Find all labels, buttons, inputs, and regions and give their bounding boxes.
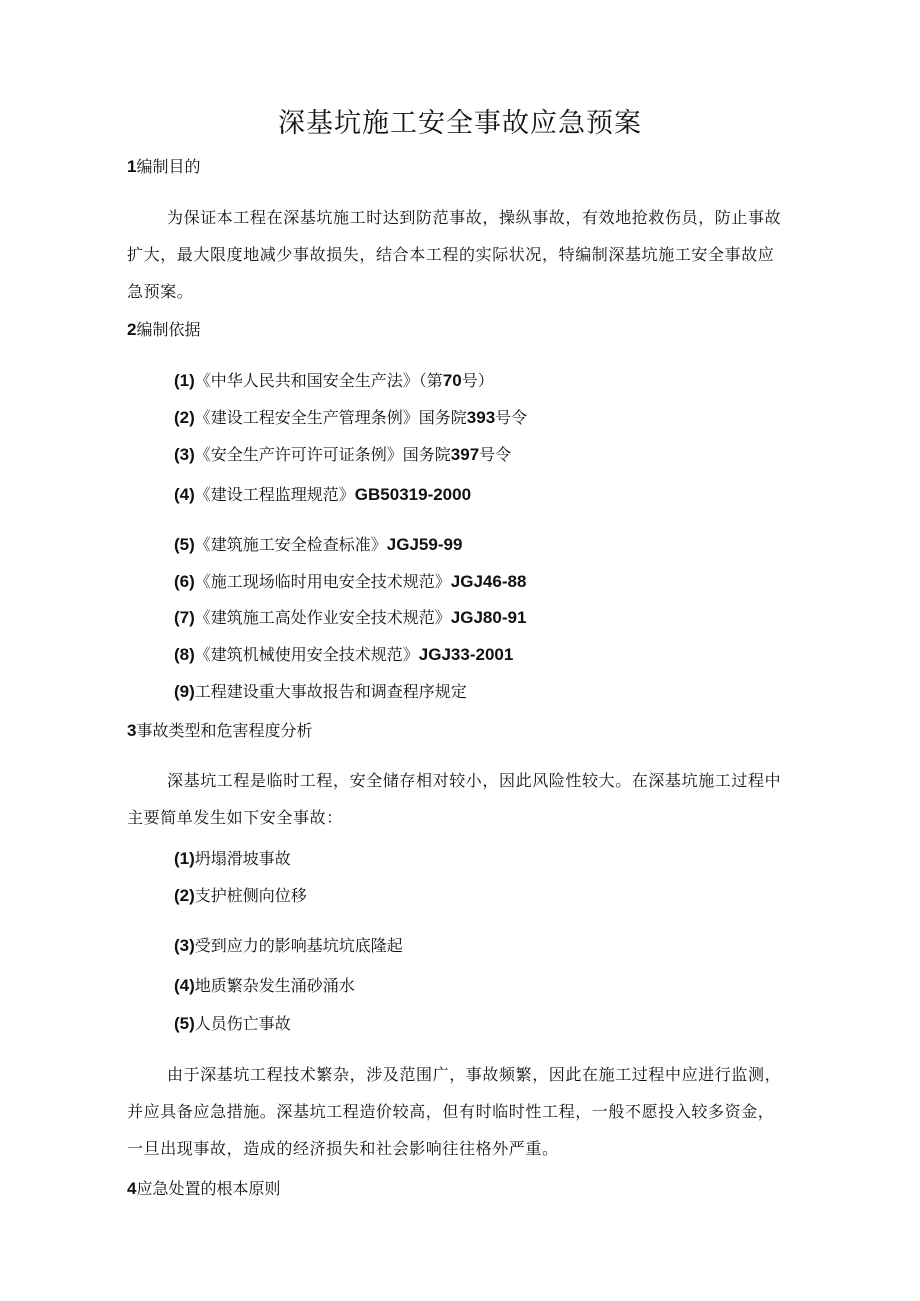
paragraph-line: 为保证本工程在深基坑施工时达到防范事故，操纵事故，有效地抢救伤员，防止事故 (167, 208, 782, 227)
list-item (174, 886, 307, 906)
list-item (174, 535, 462, 555)
list-item-number: (3) (174, 445, 195, 464)
list-item-code: JGJ80-91 (450, 608, 527, 627)
list-item-code: 393 (466, 408, 496, 427)
list-item-code: 397 (450, 445, 480, 464)
list-item-text: 《中华人民共和国安全生产法》（第 (194, 371, 443, 390)
section-heading-2 (127, 320, 200, 340)
list-item-number: (3) (174, 936, 195, 955)
list-item-text: 《建筑机械使用安全技术规范》 (194, 645, 419, 664)
paragraph-line: 扩大，最大限度地减少事故损失，结合本工程的实际状况，特编制深基坑施工安全事故应 (127, 245, 775, 264)
list-item-text: 地质繁杂发生涌砂涌水 (194, 976, 355, 995)
list-item (174, 371, 494, 391)
list-item-number: (9) (174, 682, 195, 701)
list-item (174, 485, 471, 505)
list-item-number: (1) (174, 371, 195, 390)
section-heading-1 (127, 157, 200, 177)
section-title: 应急处置的根本原则 (136, 1179, 281, 1198)
list-item-text: 坍塌滑坡事故 (194, 849, 291, 868)
section-number: 4 (127, 1179, 137, 1198)
list-item-code: JGJ33-2001 (418, 645, 514, 664)
section-title: 事故类型和危害程度分析 (136, 721, 313, 740)
list-item-number: (4) (174, 976, 195, 995)
list-item-number: (6) (174, 572, 195, 591)
list-item-text: 《建设工程监理规范》 (194, 485, 355, 504)
list-item (174, 976, 355, 996)
list-item-code: 70 (442, 371, 462, 390)
list-item-code: JGJ46-88 (450, 572, 527, 591)
section-title: 编制依据 (136, 320, 201, 339)
list-item-code: JGJ59-99 (386, 535, 463, 554)
paragraph-line: 急预案。 (127, 282, 194, 301)
list-item-text: 《安全生产许可许可证条例》国务院 (194, 445, 451, 464)
list-item (174, 645, 513, 665)
document-title: 深基坑施工安全事故应急预案 (278, 108, 642, 139)
paragraph-line: 并应具备应急措施。深基坑工程造价较高，但有时临时性工程，一般不愿投入较多资金， (127, 1102, 775, 1121)
list-item-text: 《建筑施工高处作业安全技术规范》 (194, 608, 451, 627)
list-item-suffix: 号令 (479, 445, 512, 464)
list-item-suffix: 号令 (495, 408, 528, 427)
section-title: 编制目的 (136, 157, 201, 176)
list-item-text: 工程建设重大事故报告和调查程序规定 (194, 682, 467, 701)
list-item-number: (5) (174, 535, 195, 554)
list-item-number: (7) (174, 608, 195, 627)
paragraph-line: 一旦出现事故，造成的经济损失和社会影响往往格外严重。 (127, 1139, 559, 1158)
list-item (174, 936, 403, 956)
list-item-text: 《施工现场临时用电安全技术规范》 (194, 572, 451, 591)
section-number: 2 (127, 320, 137, 339)
list-item (174, 572, 526, 592)
section-heading-3 (127, 721, 312, 741)
section-number: 1 (127, 157, 137, 176)
paragraph-line: 深基坑工程是临时工程，安全储存相对较小，因此风险性较大。在深基坑施工过程中 (167, 771, 782, 790)
list-item-number: (4) (174, 485, 195, 504)
list-item (174, 1014, 291, 1034)
list-item (174, 408, 527, 428)
list-item-text: 支护桩侧向位移 (194, 886, 307, 905)
section-number: 3 (127, 721, 137, 740)
list-item-text: 受到应力的影响基坑坑底隆起 (194, 936, 403, 955)
list-item-suffix: 号） (461, 371, 494, 390)
section-heading-4 (127, 1179, 280, 1199)
list-item-number: (1) (174, 849, 195, 868)
list-item (174, 682, 467, 702)
list-item-text: 《建筑施工安全检查标准》 (194, 535, 387, 554)
list-item-number: (2) (174, 886, 195, 905)
list-item-number: (5) (174, 1014, 195, 1033)
list-item-text: 人员伤亡事故 (194, 1014, 291, 1033)
list-item (174, 849, 291, 869)
list-item (174, 608, 526, 628)
list-item-number: (2) (174, 408, 195, 427)
paragraph-line: 主要简单发生如下安全事故： (127, 808, 343, 827)
list-item (174, 445, 511, 465)
list-item-text: 《建设工程安全生产管理条例》国务院 (194, 408, 467, 427)
paragraph-line: 由于深基坑工程技术繁杂，涉及范围广，事故频繁，因此在施工过程中应进行监测， (167, 1065, 782, 1084)
list-item-code: GB50319-2000 (354, 485, 472, 504)
list-item-number: (8) (174, 645, 195, 664)
